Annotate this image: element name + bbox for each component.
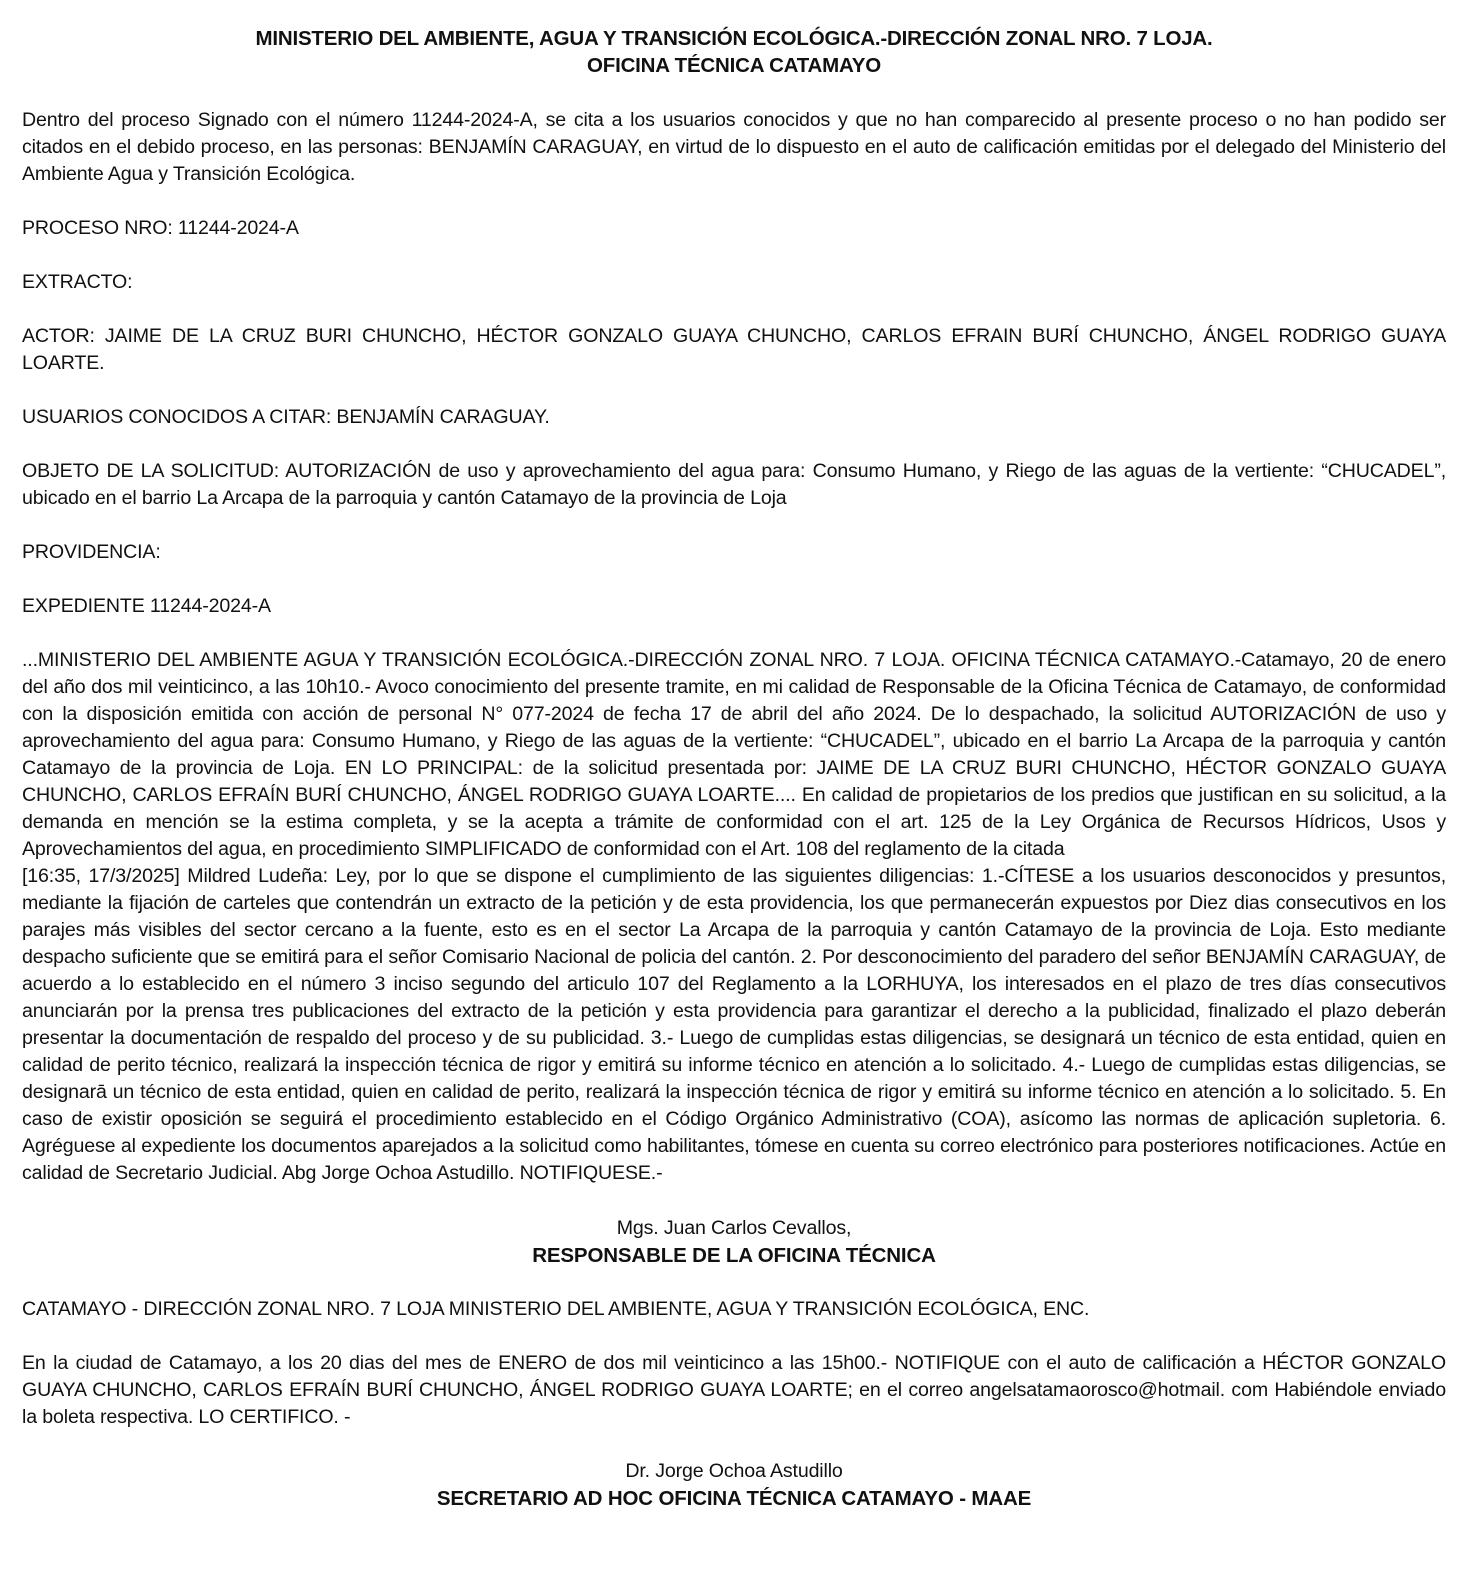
providencia-body-2: [16:35, 17/3/2025] Mildred Ludeña: Ley, por lo que se dispone el cumplimiento de las siguientes diligencias: 1.-CÍTESE a los usuarios desconocidos y presuntos, mediante la fijación de carteles que contendrán un extracto de la petición y de esta providencia, los que permanecerán expuestos por Diez dias consecutivos en los parajes más visibles del sector cercano a la fuente, esto es en el sector La Arcapa de la parroquia y cantón Catamayo de la provincia de Loja. Esto mediante despacho suficiente que se emitirá para el señor Comisario Nacional de policia del cantón. 2. Por desconocimiento del paradero del señor BENJAMÍN CARAGUAY, de acuerdo a lo establecido en el número 3 inciso segundo del articulo 107 del Reglamento a la LORHUYA, los interesados en el plazo de tres días consecutivos anunciarán por la prensa tres publicaciones del extracto de la petición y esta providencia para garantizar el derecho a la publicidad, finalizado el plazo deberán presentar la documentación de respaldo del proceso y de su publicidad. 3.- Luego de cumplidas estas diligencias, se designará un técnico de esta entidad, quien en calidad de perito técnico, realizará la inspección técnica de rigor y emitirá su informe técnico en atención a lo solicitado. 4.- Luego de cumplidas estas diligencias, se designarā un técnico de esta entidad, quien en calidad de perito, realizará la inspección técnica de rigor y emitirá su informe técnico en atención a lo solicitado. 5. En caso de existir oposición se seguirá el procedimiento establecido en el Código Orgánico Administrativo (COA), asícomo las normas de aplicación supletoria. 6. Agréguese al expediente los documentos aparejados a la solicitud como habilitantes, tómese en cuenta su correo electrónico para posteriores notificaciones. Actúe en calidad de Secretario Judicial. Abg Jorge Ochoa Astudillo. NOTIFIQUESE.-	[22, 865, 1446, 1184]
usuarios-paragraph: USUARIOS CONOCIDOS A CITAR: BENJAMÍN CARAGUAY.	[22, 406, 550, 428]
signatory-name-2: Dr. Jorge Ochoa Astudillo	[625, 1460, 843, 1482]
signatory-title-1: RESPONSABLE DE LA OFICINA TÉCNICA	[532, 1244, 936, 1267]
intro-paragraph: Dentro del proceso Signado con el número 11244-2024-A, se cita a los usuarios conocidos y que no han comparecido al presente proceso o no han podido ser citados en el debido proceso, en las personas: BENJAMÍN CARAGUAY, en virtud de lo dispuesto en el auto de calificación emitidas por el delegado del Ministerio del Ambiente Agua y Transición Ecológica.	[22, 109, 1446, 185]
providencia-body-1: ...MINISTERIO DEL AMBIENTE AGUA Y TRANSICIÓN ECOLÓGICA.-DIRECCIÓN ZONAL NRO. 7 LOJA. OFICINA TÉCNICA CATAMAYO.-Catamayo, 20 de enero del año dos mil veinticinco, a las 10h10.- Avoco conocimiento del presente tramite, en mi calidad de Responsable de la Oficina Técnica de Catamayo, de conformidad con la disposición emitida con acción de personal N° 077-2024 de fecha 17 de abril del año 2024. De lo despachado, la solicitud AUTORIZACIÓN de uso y aprovechamiento del agua para: Consumo Humano, y Riego de las aguas de la vertiente: “CHUCADEL”, ubicado en el barrio La Arcapa de la parroquia y cantón Catamayo de la provincia de Loja. EN LO PRINCIPAL: de la solicitud presentada por: JAIME DE LA CRUZ BURI CHUNCHO, HÉCTOR GONZALO GUAYA CHUNCHO, CARLOS EFRAÍN BURÍ CHUNCHO, ÁNGEL RODRIGO GUAYA LOARTE.... En calidad de propietarios de los predios que justifican en su solicitud, a la demanda en mención se la estima completa, y se la acepta a trámite de conformidad con el art. 125 de la Ley Orgánica de Recursos Hídricos, Usos y Aprovechamientos del agua, en procedimiento SIMPLIFICADO de conformidad con el Art. 108 del reglamento de la citada	[22, 649, 1446, 860]
header-ministry: MINISTERIO DEL AMBIENTE, AGUA Y TRANSICIÓN ECOLÓGICA.-DIRECCIÓN ZONAL NRO. 7 LOJA.	[255, 27, 1213, 50]
catamayo-line: CATAMAYO - DIRECCIÓN ZONAL NRO. 7 LOJA MINISTERIO DEL AMBIENTE, AGUA Y TRANSICIÓN ECOLÓGICA, ENC.	[22, 1298, 1090, 1320]
signature-block-2	[22, 1458, 1446, 1512]
proceso-number: PROCESO NRO: 11244-2024-A	[22, 217, 299, 239]
document-header	[22, 25, 1446, 79]
objeto-paragraph: OBJETO DE LA SOLICITUD: AUTORIZACIÓN de uso y aprovechamiento del agua para: Consumo Humano, y Riego de las aguas de la vertiente: “CHUCADEL”, ubicado en el barrio La Arcapa de la parroquia y cantón Catamayo de la provincia de Loja	[22, 460, 1446, 509]
actor-paragraph: ACTOR: JAIME DE LA CRUZ BURI CHUNCHO, HÉCTOR GONZALO GUAYA CHUNCHO, CARLOS EFRAIN BURÍ CHUNCHO, ÁNGEL RODRIGO GUAYA LOARTE.	[22, 325, 1446, 374]
expediente-number: EXPEDIENTE 11244-2024-A	[22, 595, 271, 617]
extracto-heading: EXTRACTO:	[22, 271, 133, 293]
certification-paragraph: En la ciudad de Catamayo, a los 20 dias del mes de ENERO de dos mil veinticinco a las 15h00.- NOTIFIQUE con el auto de calificación a HÉCTOR GONZALO GUAYA CHUNCHO, CARLOS EFRAÍN BURÍ CHUNCHO, ÁNGEL RODRIGO GUAYA LOARTE; en el correo angelsatamaorosco@hotmail. com Habiéndole enviado la boleta respectiva. LO CERTIFICO. -	[22, 1352, 1446, 1428]
signature-block-1	[22, 1215, 1446, 1269]
providencia-heading: PROVIDENCIA:	[22, 541, 161, 563]
signatory-title-2: SECRETARIO AD HOC OFICINA TÉCNICA CATAMAYO - MAAE	[436, 1487, 1032, 1510]
signatory-name-1: Mgs. Juan Carlos Cevallos,	[616, 1217, 852, 1239]
header-office: OFICINA TÉCNICA CATAMAYO	[587, 54, 881, 77]
